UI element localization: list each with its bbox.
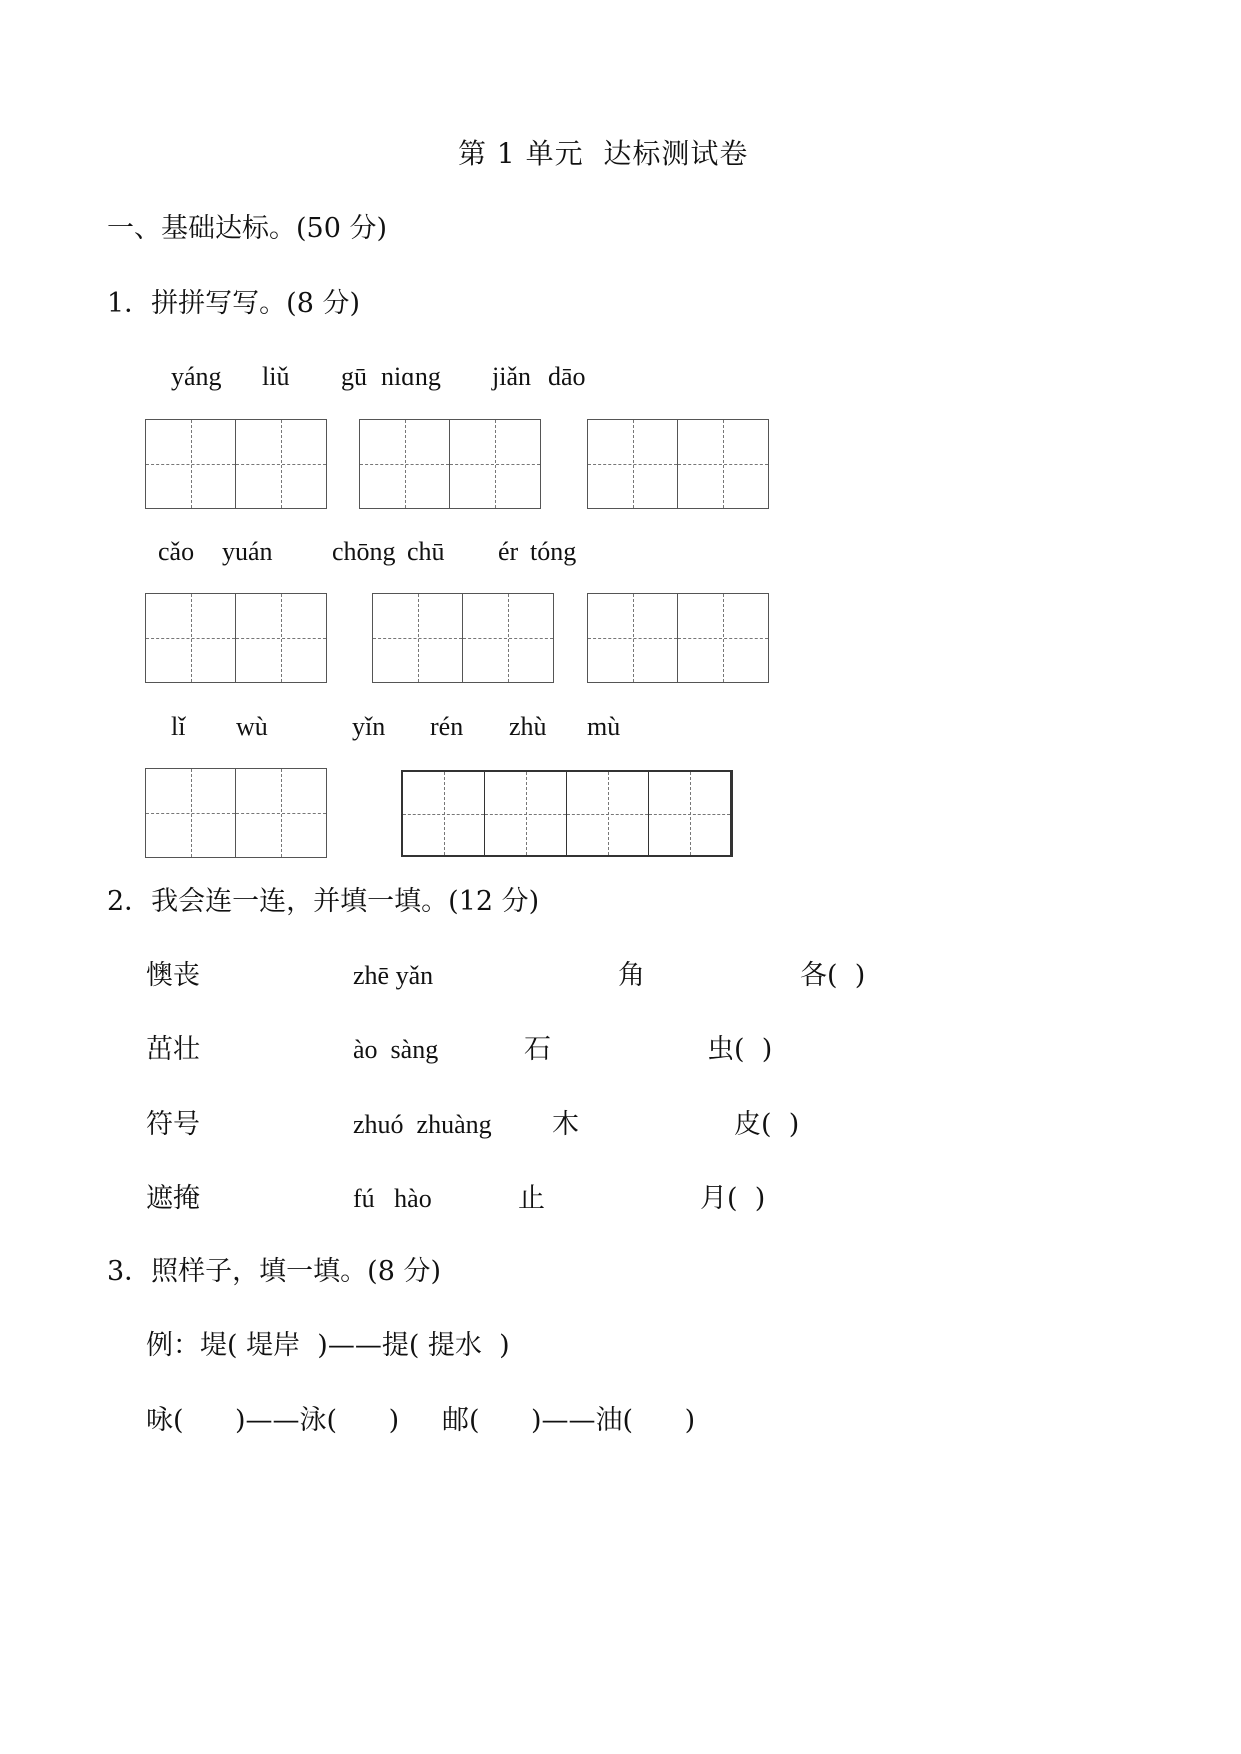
match-pinyin[interactable]: fú hào: [353, 1184, 432, 1213]
match-word[interactable]: 茁壮: [146, 1034, 200, 1065]
pinyin-syllable: yuán: [222, 537, 273, 566]
writing-grid[interactable]: [372, 593, 554, 683]
fill-blank[interactable]: 各( ): [800, 960, 866, 991]
pinyin-syllable: cǎo: [158, 537, 195, 566]
pinyin-syllable: niɑng: [381, 362, 441, 391]
grid-cell[interactable]: [588, 420, 678, 508]
grid-cell[interactable]: [450, 420, 540, 508]
match-radical[interactable]: 石: [524, 1034, 551, 1065]
pinyin-syllable: chōng: [332, 537, 396, 566]
pinyin-syllable: zhù: [509, 712, 547, 741]
pinyin-syllable: tóng: [530, 537, 577, 566]
writing-grid[interactable]: [145, 593, 327, 683]
pinyin-syllable: yǐn: [352, 712, 386, 741]
pinyin-syllable: lǐ: [171, 712, 186, 741]
fill-blank[interactable]: 虫( ): [707, 1034, 773, 1065]
fill-blank[interactable]: 皮( ): [734, 1109, 800, 1140]
grid-cell[interactable]: [649, 772, 731, 855]
writing-grid[interactable]: [145, 768, 327, 858]
match-radical[interactable]: 角: [618, 960, 645, 991]
writing-grid[interactable]: [359, 419, 541, 509]
question-2-heading: 2．我会连一连，并填一填。(12 分): [107, 886, 540, 917]
question-3-heading: 3．照样子，填一填。(8 分): [107, 1256, 442, 1287]
pinyin-syllable: gū: [341, 362, 367, 391]
example-line: 例：堤( 堤岸 )——提( 提水 ): [146, 1330, 510, 1361]
fill-line[interactable]: 咏( )——泳( ): [146, 1405, 400, 1436]
grid-cell[interactable]: [360, 420, 450, 508]
grid-cell[interactable]: [236, 769, 326, 857]
grid-cell[interactable]: [588, 594, 678, 682]
pinyin-syllable: rén: [430, 712, 464, 741]
match-pinyin[interactable]: ào sàng: [353, 1035, 439, 1064]
pinyin-syllable: jiǎn: [492, 362, 531, 391]
pinyin-syllable: yáng: [171, 362, 222, 391]
grid-cell[interactable]: [373, 594, 463, 682]
writing-grid[interactable]: [587, 419, 769, 509]
grid-cell[interactable]: [236, 594, 326, 682]
grid-cell[interactable]: [567, 772, 649, 855]
match-word[interactable]: 懊丧: [146, 960, 200, 991]
match-pinyin[interactable]: zhē yǎn: [353, 961, 434, 990]
pinyin-syllable: ér: [498, 537, 519, 566]
section-heading: 一、基础达标。(50 分): [107, 213, 388, 244]
pinyin-syllable: mù: [587, 712, 621, 741]
match-word[interactable]: 遮掩: [146, 1183, 200, 1214]
fill-blank[interactable]: 月( ): [700, 1183, 766, 1214]
pinyin-syllable: wù: [236, 712, 268, 741]
grid-cell[interactable]: [236, 420, 326, 508]
grid-cell[interactable]: [146, 420, 236, 508]
writing-grid-four[interactable]: [401, 770, 733, 857]
grid-cell[interactable]: [678, 420, 768, 508]
grid-cell[interactable]: [463, 594, 553, 682]
page-title: 第 1 单元 达标测试卷: [458, 137, 749, 170]
match-word[interactable]: 符号: [146, 1109, 200, 1140]
grid-cell[interactable]: [678, 594, 768, 682]
grid-cell[interactable]: [146, 594, 236, 682]
writing-grid[interactable]: [587, 593, 769, 683]
pinyin-syllable: chū: [407, 537, 445, 566]
question-1-heading: 1．拼拼写写。(8 分): [107, 288, 361, 319]
match-radical[interactable]: 止: [518, 1183, 545, 1214]
grid-cell[interactable]: [146, 769, 236, 857]
grid-cell[interactable]: [403, 772, 485, 855]
pinyin-syllable: liǔ: [262, 362, 290, 391]
pinyin-syllable: dāo: [548, 362, 586, 391]
writing-grid[interactable]: [145, 419, 327, 509]
match-pinyin[interactable]: zhuó zhuàng: [353, 1110, 492, 1139]
match-radical[interactable]: 木: [552, 1109, 579, 1140]
grid-cell[interactable]: [485, 772, 567, 855]
fill-line[interactable]: 邮( )——油( ): [442, 1405, 696, 1436]
